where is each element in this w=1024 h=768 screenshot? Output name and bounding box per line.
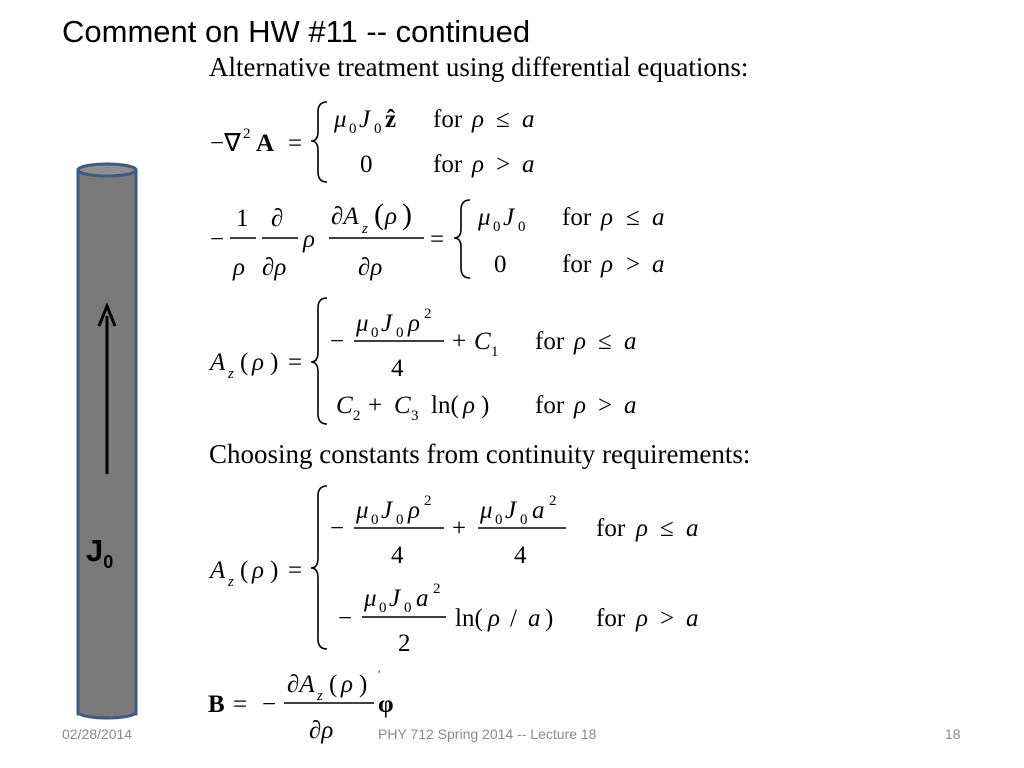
svg-text:=: = xyxy=(288,557,303,584)
svg-text:(: ( xyxy=(240,349,249,376)
svg-text:0: 0 xyxy=(371,325,379,341)
svg-text:μ: μ xyxy=(356,310,369,337)
svg-text:0: 0 xyxy=(493,219,501,235)
svg-text:ρ: ρ xyxy=(636,605,648,632)
svg-text:∂ρ: ∂ρ xyxy=(262,254,287,281)
svg-text:0: 0 xyxy=(404,600,412,616)
svg-text:C: C xyxy=(394,392,411,419)
svg-text:C: C xyxy=(336,392,353,419)
svg-text:−: − xyxy=(330,515,345,542)
svg-text:for: for xyxy=(562,251,592,278)
svg-text:a: a xyxy=(686,515,699,542)
svg-text:a: a xyxy=(652,251,665,278)
footer-course: PHY 712 Spring 2014 -- Lecture 18 xyxy=(378,726,597,742)
svg-text:z: z xyxy=(228,366,234,382)
svg-text:>: > xyxy=(496,151,511,178)
svg-text:A: A xyxy=(210,349,226,376)
equation-3 xyxy=(208,298,637,424)
svg-text:−: − xyxy=(330,328,345,355)
svg-text:2: 2 xyxy=(398,630,411,657)
svg-text:≤: ≤ xyxy=(626,204,640,231)
svg-text:≤: ≤ xyxy=(660,515,674,542)
svg-text:>: > xyxy=(626,251,641,278)
svg-text:for: for xyxy=(433,106,463,133)
subtitle: Alternative treatment using differential equations: xyxy=(209,52,749,82)
svg-text:4: 4 xyxy=(391,355,404,382)
svg-text:>: > xyxy=(598,392,613,419)
svg-text:2: 2 xyxy=(433,581,441,597)
svg-text:1: 1 xyxy=(236,205,249,232)
svg-text:ρ: ρ xyxy=(385,203,397,230)
svg-text:0: 0 xyxy=(396,512,404,528)
svg-text:/: / xyxy=(510,605,517,632)
svg-text:J: J xyxy=(505,497,517,524)
svg-text:0: 0 xyxy=(520,512,528,528)
svg-text:≤: ≤ xyxy=(598,328,612,355)
svg-text:ρ: ρ xyxy=(408,310,420,337)
svg-text:4: 4 xyxy=(514,542,527,569)
svg-text:μ: μ xyxy=(478,204,491,231)
svg-text:2: 2 xyxy=(424,306,432,322)
svg-text:for: for xyxy=(535,392,565,419)
svg-text:∂: ∂ xyxy=(271,205,284,232)
svg-text:for: for xyxy=(562,204,592,231)
svg-text:∂ρ: ∂ρ xyxy=(358,254,383,281)
svg-text:=: = xyxy=(288,349,303,376)
equation-5 xyxy=(208,667,394,744)
svg-text:A: A xyxy=(210,557,226,584)
svg-text:ρ: ρ xyxy=(472,106,484,133)
svg-text:A: A xyxy=(256,130,275,157)
svg-text:a: a xyxy=(532,497,545,524)
svg-text:0: 0 xyxy=(396,325,404,341)
svg-text:+: + xyxy=(452,328,467,355)
svg-text:ρ: ρ xyxy=(574,392,586,419)
equation-4 xyxy=(208,486,699,657)
svg-text:φ: φ xyxy=(378,691,394,718)
svg-text:4: 4 xyxy=(391,542,404,569)
figure-label-sub: 0 xyxy=(103,552,114,573)
svg-text:J: J xyxy=(381,310,393,337)
svg-text:0: 0 xyxy=(371,512,379,528)
svg-text:): ) xyxy=(402,198,412,231)
svg-text:C: C xyxy=(474,328,491,355)
svg-text:μ: μ xyxy=(356,497,369,524)
svg-text:μ: μ xyxy=(364,585,377,612)
svg-text:a: a xyxy=(686,605,699,632)
svg-text:ρ: ρ xyxy=(233,254,245,281)
svg-text:ρ: ρ xyxy=(341,671,353,698)
svg-text:(: ( xyxy=(329,671,338,698)
svg-text:−: − xyxy=(338,605,353,632)
equation-1 xyxy=(210,102,535,182)
svg-text:(: ( xyxy=(374,198,384,231)
svg-text:3: 3 xyxy=(411,408,419,424)
svg-text:a: a xyxy=(522,106,535,133)
wire-bottom xyxy=(78,712,136,718)
svg-text:J: J xyxy=(503,204,515,231)
svg-text:ρ: ρ xyxy=(408,497,420,524)
svg-text:−: − xyxy=(262,691,277,718)
svg-text:for: for xyxy=(596,515,626,542)
wire-top xyxy=(78,164,136,176)
svg-text:for: for xyxy=(596,605,626,632)
svg-text:ρ: ρ xyxy=(252,349,264,376)
svg-text:0: 0 xyxy=(349,121,357,137)
svg-text:ρ: ρ xyxy=(636,515,648,542)
svg-text:μ: μ xyxy=(334,106,347,133)
footer-date: 02/28/2014 xyxy=(62,726,133,742)
svg-text:): ) xyxy=(359,671,368,698)
svg-text:ρ: ρ xyxy=(601,204,613,231)
svg-text:): ) xyxy=(481,392,490,419)
svg-text:1: 1 xyxy=(491,344,499,360)
svg-text:ρ: ρ xyxy=(488,605,500,632)
svg-text:2: 2 xyxy=(424,493,432,509)
svg-text:J: J xyxy=(381,497,393,524)
svg-text:≤: ≤ xyxy=(496,106,510,133)
svg-text:': ' xyxy=(378,667,381,681)
section-heading: Choosing constants from continuity requirements: xyxy=(209,439,751,469)
svg-text:=: = xyxy=(288,130,303,157)
svg-text:ρ: ρ xyxy=(574,328,586,355)
current-density-label xyxy=(86,533,113,573)
svg-text:>: > xyxy=(660,605,675,632)
svg-text:0: 0 xyxy=(360,151,373,178)
svg-text:0: 0 xyxy=(495,512,503,528)
svg-text:ρ: ρ xyxy=(601,251,613,278)
svg-text:J: J xyxy=(389,585,401,612)
svg-text:=: = xyxy=(233,691,248,718)
svg-text:ρ: ρ xyxy=(472,151,484,178)
svg-text:z: z xyxy=(228,574,234,590)
svg-text:ρ: ρ xyxy=(463,392,475,419)
svg-text:∂A: ∂A xyxy=(287,671,315,698)
svg-text:ρ: ρ xyxy=(252,557,264,584)
svg-text:+: + xyxy=(368,392,383,419)
svg-text:0: 0 xyxy=(518,219,526,235)
figure-label: J xyxy=(86,533,104,568)
equation-2 xyxy=(210,198,665,281)
slide-title: Comment on HW #11 -- continued xyxy=(62,14,531,49)
svg-text:): ) xyxy=(545,605,554,632)
svg-text:for: for xyxy=(433,151,463,178)
svg-text:z: z xyxy=(362,221,368,237)
svg-text:): ) xyxy=(270,557,279,584)
svg-text:B: B xyxy=(208,691,225,718)
svg-text:(: ( xyxy=(240,557,249,584)
footer-page-number: 18 xyxy=(945,726,961,742)
svg-text:0: 0 xyxy=(494,251,507,278)
svg-text:z: z xyxy=(317,688,323,704)
svg-text:): ) xyxy=(270,349,279,376)
svg-text:μ: μ xyxy=(480,497,493,524)
svg-text:−∇: −∇ xyxy=(210,130,241,157)
svg-text:J: J xyxy=(359,106,371,133)
svg-text:+: + xyxy=(452,515,467,542)
svg-text:a: a xyxy=(522,151,535,178)
svg-text:ẑ: ẑ xyxy=(385,106,397,133)
wire-figure xyxy=(78,164,136,718)
svg-text:a: a xyxy=(528,605,541,632)
svg-text:2: 2 xyxy=(243,126,251,142)
svg-text:a: a xyxy=(416,585,429,612)
svg-text:∂ρ: ∂ρ xyxy=(309,717,334,744)
svg-text:a: a xyxy=(624,392,637,419)
svg-text:−: − xyxy=(210,226,225,253)
svg-text:ρ: ρ xyxy=(303,226,315,253)
svg-text:ln(: ln( xyxy=(455,605,483,632)
svg-text:for: for xyxy=(535,328,565,355)
svg-text:a: a xyxy=(652,204,665,231)
svg-text:a: a xyxy=(624,328,637,355)
svg-text:2: 2 xyxy=(353,408,361,424)
svg-text:0: 0 xyxy=(379,600,387,616)
svg-text:2: 2 xyxy=(549,493,557,509)
svg-text:∂A: ∂A xyxy=(331,203,359,230)
svg-text:=: = xyxy=(430,226,445,253)
svg-text:0: 0 xyxy=(374,121,382,137)
svg-text:ln(: ln( xyxy=(431,392,459,419)
